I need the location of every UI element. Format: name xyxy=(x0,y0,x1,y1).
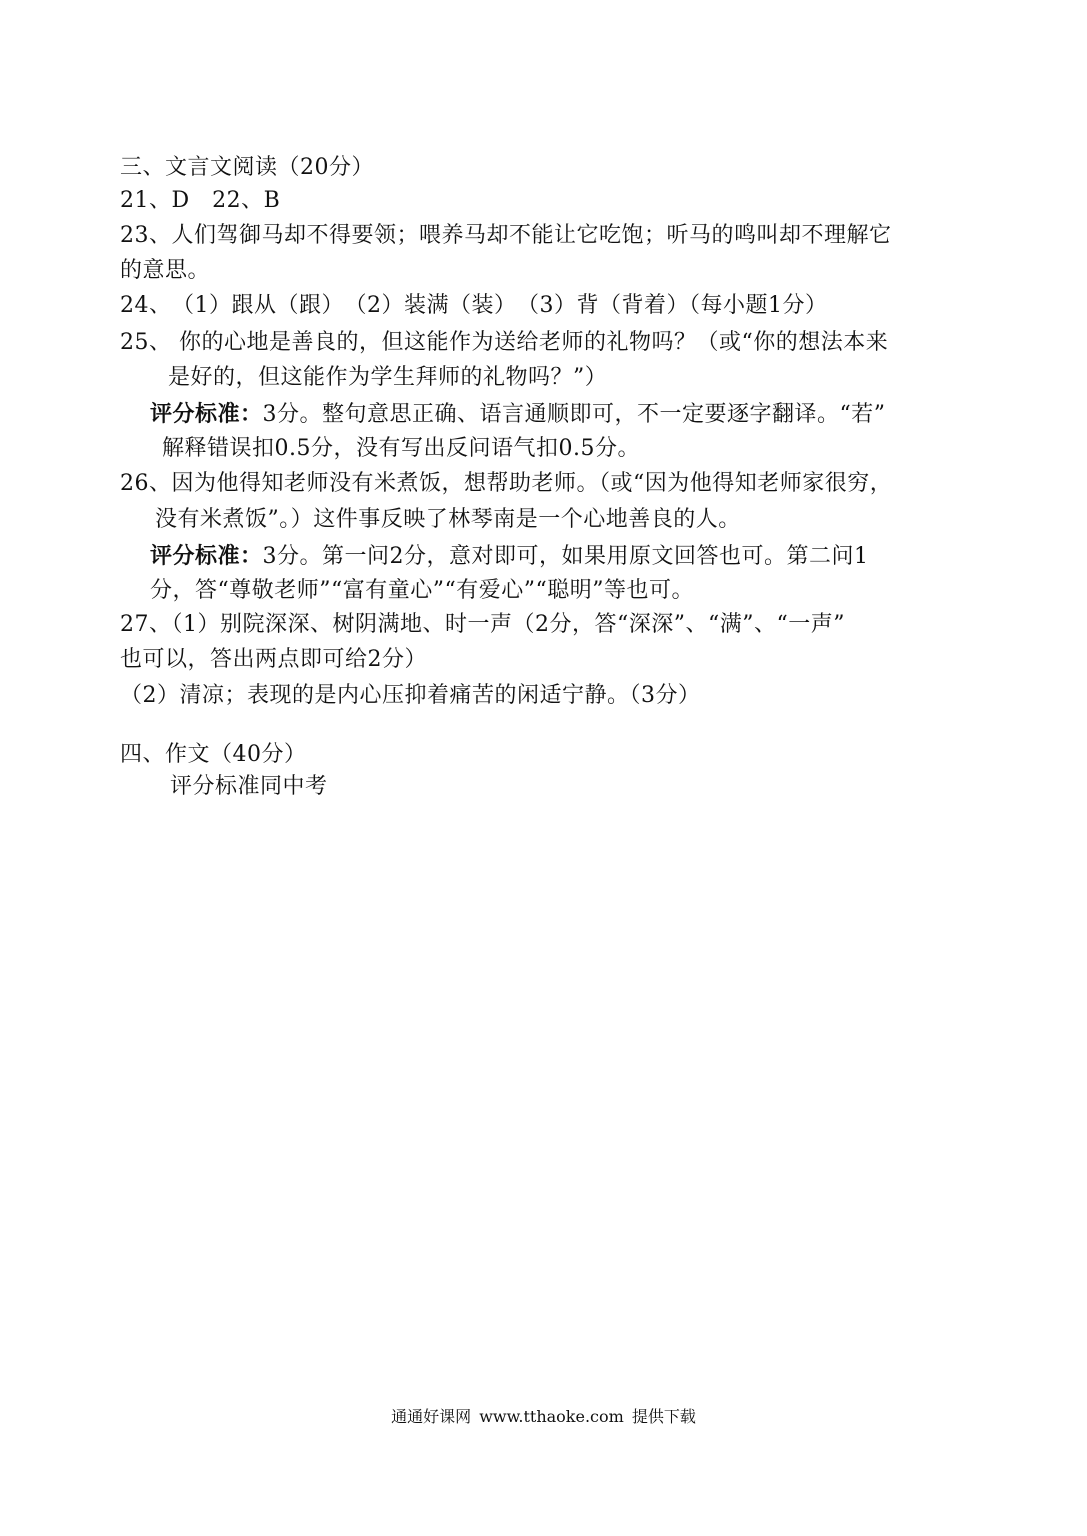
footer-url: www.tthaoke.com xyxy=(479,1407,624,1426)
answer-25-line1: 25、 你的心地是善良的，但这能作为送给老师的礼物吗？（或“你的想法本来 xyxy=(120,330,889,355)
section4-heading: 四、作文（40分） xyxy=(120,742,307,767)
criteria-text: 3分。整句意思正确、语言通顺即可，不一定要逐字翻译。“若” xyxy=(262,402,886,427)
section4-note: 评分标准同中考 xyxy=(170,774,328,799)
footer-site-name: 通通好课网 xyxy=(391,1407,472,1426)
answer-23-line2: 的意思。 xyxy=(120,258,211,283)
footer-suffix: 提供下载 xyxy=(631,1407,696,1426)
answer-26-criteria-line2: 分，答“尊敬老师”“富有童心”“有爱心”“聪明”等也可。 xyxy=(150,578,694,603)
page-footer xyxy=(0,1406,1087,1428)
section3-heading: 三、文言文阅读（20分） xyxy=(120,155,374,180)
answer-27-line1: 27、（1）别院深深、树阴满地、时一声（2分，答“深深”、“满”、“一声” xyxy=(120,612,845,637)
answer-25-line2: 是好的，但这能作为学生拜师的礼物吗？”） xyxy=(168,365,608,390)
criteria-text: 3分。第一问2分，意对即可，如果用原文回答也可。第二问1 xyxy=(262,544,869,569)
criteria-label: 评分标准： xyxy=(150,401,263,427)
answer-27-line3: （2）清凉；表现的是内心压抑着痛苦的闲适宁静。（3分） xyxy=(120,683,701,708)
criteria-label: 评分标准： xyxy=(150,543,263,569)
answer-26-criteria-line1 xyxy=(150,541,869,572)
answer-27-line2: 也可以，答出两点即可给2分） xyxy=(120,647,427,672)
answer-26-line2: 没有米煮饭”。）这件事反映了林琴南是一个心地善良的人。 xyxy=(155,507,741,532)
answer-26-line1: 26、因为他得知老师没有米煮饭，想帮助老师。（或“因为他得知老师家很穷， xyxy=(120,471,893,496)
answer-23-line1: 23、人们驾御马却不得要领；喂养马却不能让它吃饱；听马的鸣叫却不理解它 xyxy=(120,223,892,248)
answer-25-criteria-line1 xyxy=(150,399,886,430)
answer-25-criteria-line2: 解释错误扣0.5分，没有写出反问语气扣0.5分。 xyxy=(162,436,640,461)
answer-21-22: 21、D 22、B xyxy=(120,188,281,213)
answer-24: 24、 （1）跟从（跟） （2）装满（装） （3）背（背着）（每小题1分） xyxy=(120,293,828,318)
